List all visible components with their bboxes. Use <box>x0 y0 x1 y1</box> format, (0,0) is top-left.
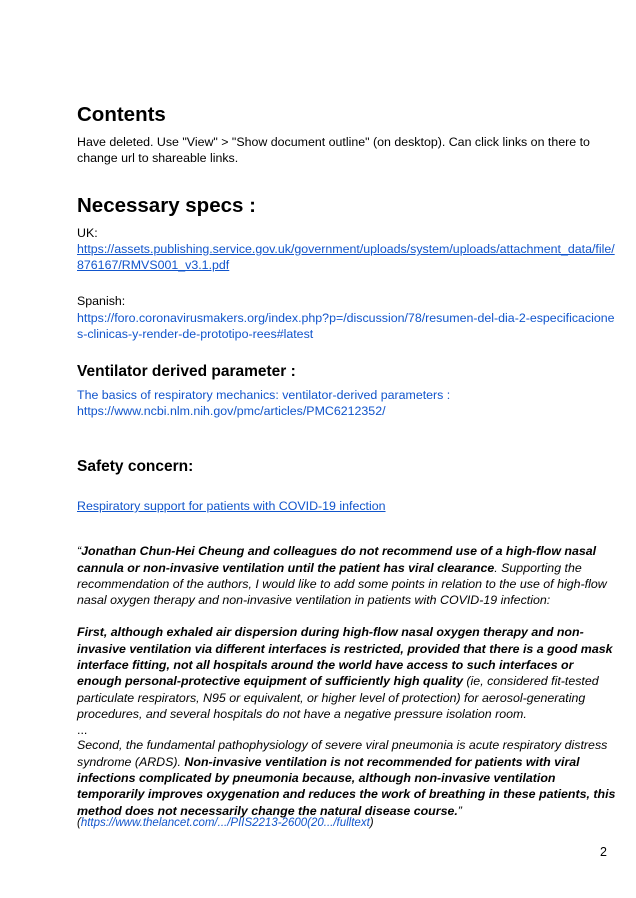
citation-open-paren: ( <box>77 816 81 829</box>
safety-link-paragraph <box>77 498 617 514</box>
page-number: 2 <box>600 845 607 859</box>
safety-heading: Safety concern: <box>77 458 194 475</box>
quote-paragraph-2 <box>77 624 617 722</box>
quote-3-start: Second, the fundamental pathophysiology of severe viral pneumonia is acute respiratory distress syndrome (ARDS). <box>77 738 608 769</box>
ellipsis: ... <box>77 723 88 738</box>
source-citation <box>77 815 617 831</box>
quote-2-rest: (ie, considered fit-tested particulate respirators, N95 or equivalent, or higher level of protection) for aerosol-generating procedures, and several hospitals do not have a negative pressure isolation room. <box>77 674 599 721</box>
uk-link-paragraph <box>77 241 617 274</box>
ventilator-article-title[interactable]: The basics of respiratory mechanics: ventilator-derived parameters : <box>77 388 451 402</box>
uk-spec-link[interactable]: https://assets.publishing.service.gov.uk/government/uploads/system/uploads/attachment_data/file/876167/RMVS001_v3.1.pdf <box>77 242 615 273</box>
close-quote-mark: ” <box>457 803 462 818</box>
spanish-label: Spanish: <box>77 294 126 308</box>
citation-close-paren: ) <box>369 816 374 829</box>
quote-paragraph-3 <box>77 737 617 818</box>
ventilator-article-url[interactable]: https://www.ncbi.nlm.nih.gov/pmc/articles/PMC6212352/ <box>77 404 386 418</box>
spanish-spec-link[interactable]: https://foro.coronavirusmakers.org/index.php?p=/discussion/78/resumen-del-dia-2-especificaciones-clinicas-y-render-de-prototipo-rees#latest <box>77 311 615 342</box>
quote-3-bold: Non-invasive ventilation is not recommended for patients with viral infections complicated by pneumonia because, although non-invasive ventilation temporarily improves oxygenation and reduces the work of breathing in these patients, this method does not necessarily change the natural disease course. <box>77 754 616 818</box>
contents-heading: Contents <box>77 103 166 126</box>
uk-label: UK: <box>77 226 98 240</box>
quote-1-rest: . Supporting the recommendation of the authors, I would like to add some points in relation to the use of high-flow nasal oxygen therapy and non-invasive ventilation in patients with COVID-19 infection: <box>77 560 607 608</box>
open-quote-mark: “ <box>77 544 82 559</box>
quote-paragraph-1 <box>77 543 617 608</box>
quote-2-bold: First, although exhaled air dispersion during high-flow nasal oxygen therapy and non-invasive ventilation via different interfaces is restricted, provided that there is a good mask interface fitting, not all hospitals around the world have access to such interfaces or enough personal-protective equipment of sufficiently high quality <box>77 625 613 689</box>
contents-body: Have deleted. Use "View" > "Show document outline" (on desktop). Can click links on there to change url to shareable links. <box>77 135 590 166</box>
specs-heading: Necessary specs : <box>77 194 256 217</box>
ventilator-heading: Ventilator derived parameter : <box>77 363 296 380</box>
lancet-source-link[interactable]: https://www.thelancet.com/.../PIIS2213-2600(20.../fulltext <box>80 816 370 829</box>
respiratory-support-link[interactable]: Respiratory support for patients with COVID-19 infection <box>77 499 386 513</box>
quote-1-bold: Jonathan Chun-Hei Cheung and colleagues do not recommend use of a high-flow nasal cannula or non-invasive ventilation until the patient has viral clearance <box>77 544 597 575</box>
